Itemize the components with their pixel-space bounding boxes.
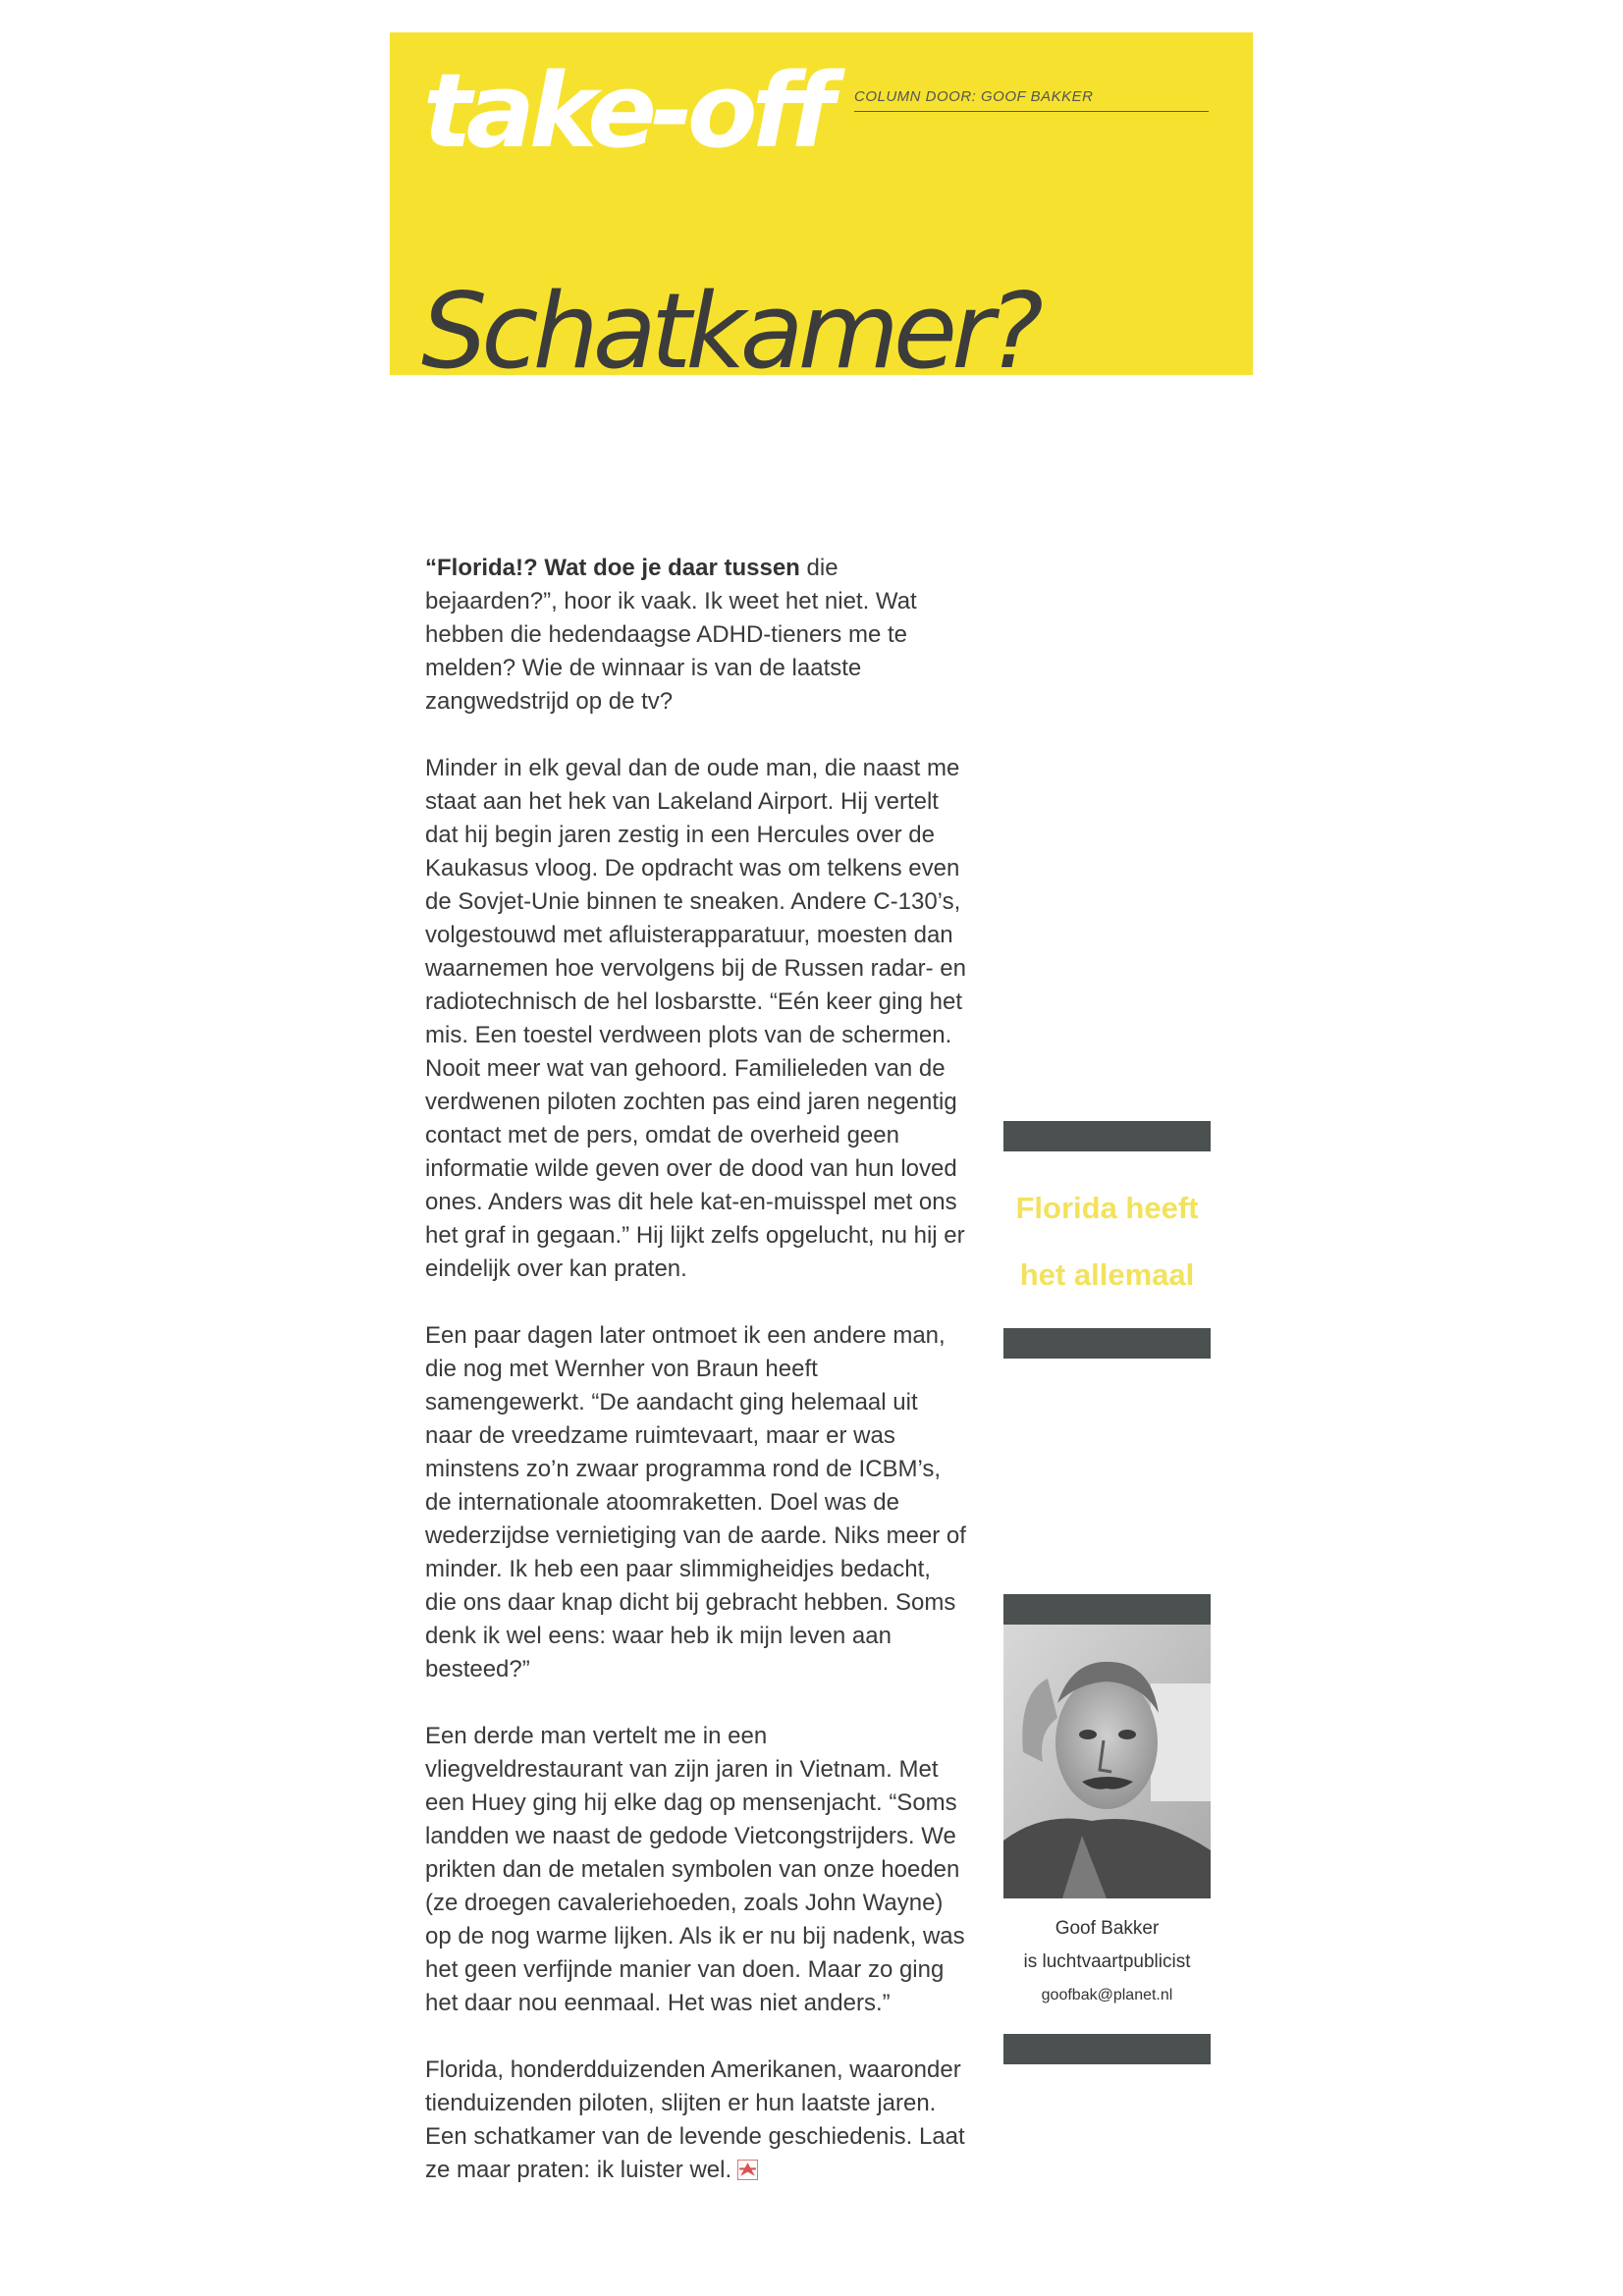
pullquote-top-bar: [1003, 1121, 1211, 1151]
article-paragraph-4: Een derde man vertelt me in een vliegveldrestaurant van zijn jaren in Vietnam. Met een Huey ging hij elke dag op mensenjacht. “Soms landden we naast de gedode Vietcongstrijders. We prikten dan de metalen symbolen van onze hoeden (ze droegen cavaleriehoeden, zoals John Wayne) op de nog warme lijken. Als ik er nu bij nadenk, was het geen verfijnde manier van doen. Maar zo ging het daar nou eenmaal. Het was niet anders.”: [425, 1723, 965, 2016]
column-logo: take-off: [423, 51, 829, 171]
author-name: Goof Bakker: [1055, 1918, 1160, 1939]
author-portrait-drawing: [1003, 1625, 1211, 1898]
article-body: [425, 552, 967, 2220]
author-email: goofbak@planet.nl: [1041, 1987, 1173, 2003]
article-paragraph-1-text: die bejaarden?”, hoor ik vaak. Ik weet het niet. Wat hebben die hedendaagse ADHD-tieners me te melden? Wie de winnaar is van de laatste zangwedstrijd op de tv?: [425, 555, 917, 715]
author-caption: [1003, 1912, 1211, 2012]
article-paragraph-5-text: Florida, honderdduizenden Amerikanen, waaronder tienduizenden piloten, slijten er hun laatste jaren. Een schatkamer van de levende geschiedenis. Laat ze maar praten: ik luister wel.: [425, 2056, 965, 2183]
pullquote-line-1: Florida heeft: [1015, 1191, 1199, 1225]
column-byline: COLUMN DOOR: GOOF BAKKER: [854, 89, 1209, 112]
author-photo-top-bar: [1003, 1594, 1211, 1625]
pullquote: [1003, 1175, 1211, 1308]
pullquote-bottom-bar: [1003, 1328, 1211, 1359]
author-portrait: [1003, 1625, 1211, 1898]
author-role: is luchtvaartpublicist: [1023, 1951, 1191, 1972]
article-title: Schatkamer?: [421, 271, 1038, 375]
article-paragraph-2: Minder in elk geval dan de oude man, die naast me staat aan het hek van Lakeland Airport. Hij vertelt dat hij begin jaren zestig in een Hercules over de Kaukasus vloog. De opdracht was om telkens even de Sovjet-Unie binnen te sneaken. Andere C-130’s, volgestouwd met afluisterapparatuur, moesten dan waarnemen hoe vervolgens bij de Russen radar- en radiotechnisch de hel losbarstte. “Eén keer ging het mis. Een toestel verdween plots van de schermen. Nooit meer wat van gehoord. Familieleden van de verdwenen piloten zochten pas eind jaren negentig contact met de pers, omdat de overheid geen informatie wilde geven over de dood van hun loved ones. Anders was dit hele kat-en-muisspel met ons het graf in gegaan.” Hij lijkt zelfs opgelucht, nu hij er eindelijk over kan praten.: [425, 755, 966, 1282]
author-bottom-bar: [1003, 2034, 1211, 2064]
article-paragraph-3: Een paar dagen later ontmoet ik een andere man, die nog met Wernher von Braun heeft samengewerkt. “De aandacht ging helemaal uit naar de vreedzame ruimtevaart, maar er was minstens zo’n zwaar programma rond de ICBM’s, de internationale atoomraketten. Doel was de wederzijdse vernietiging van de aarde. Niks meer of minder. Ik heb een paar slimmigheidjes bedacht, die ons daar knap dicht bij gebracht hebben. Soms denk ik wel eens: waar heb ik mijn leven aan besteed?”: [425, 1322, 966, 1682]
article-paragraph-1: [425, 552, 967, 719]
aircraft-end-mark-icon: [737, 2160, 758, 2180]
pullquote-line-2: het allemaal: [1019, 1257, 1195, 1292]
column-header: [390, 32, 1253, 375]
article-paragraph-5: [425, 2054, 967, 2187]
article-lead: “Florida!? Wat doe je daar tussen: [425, 555, 800, 581]
